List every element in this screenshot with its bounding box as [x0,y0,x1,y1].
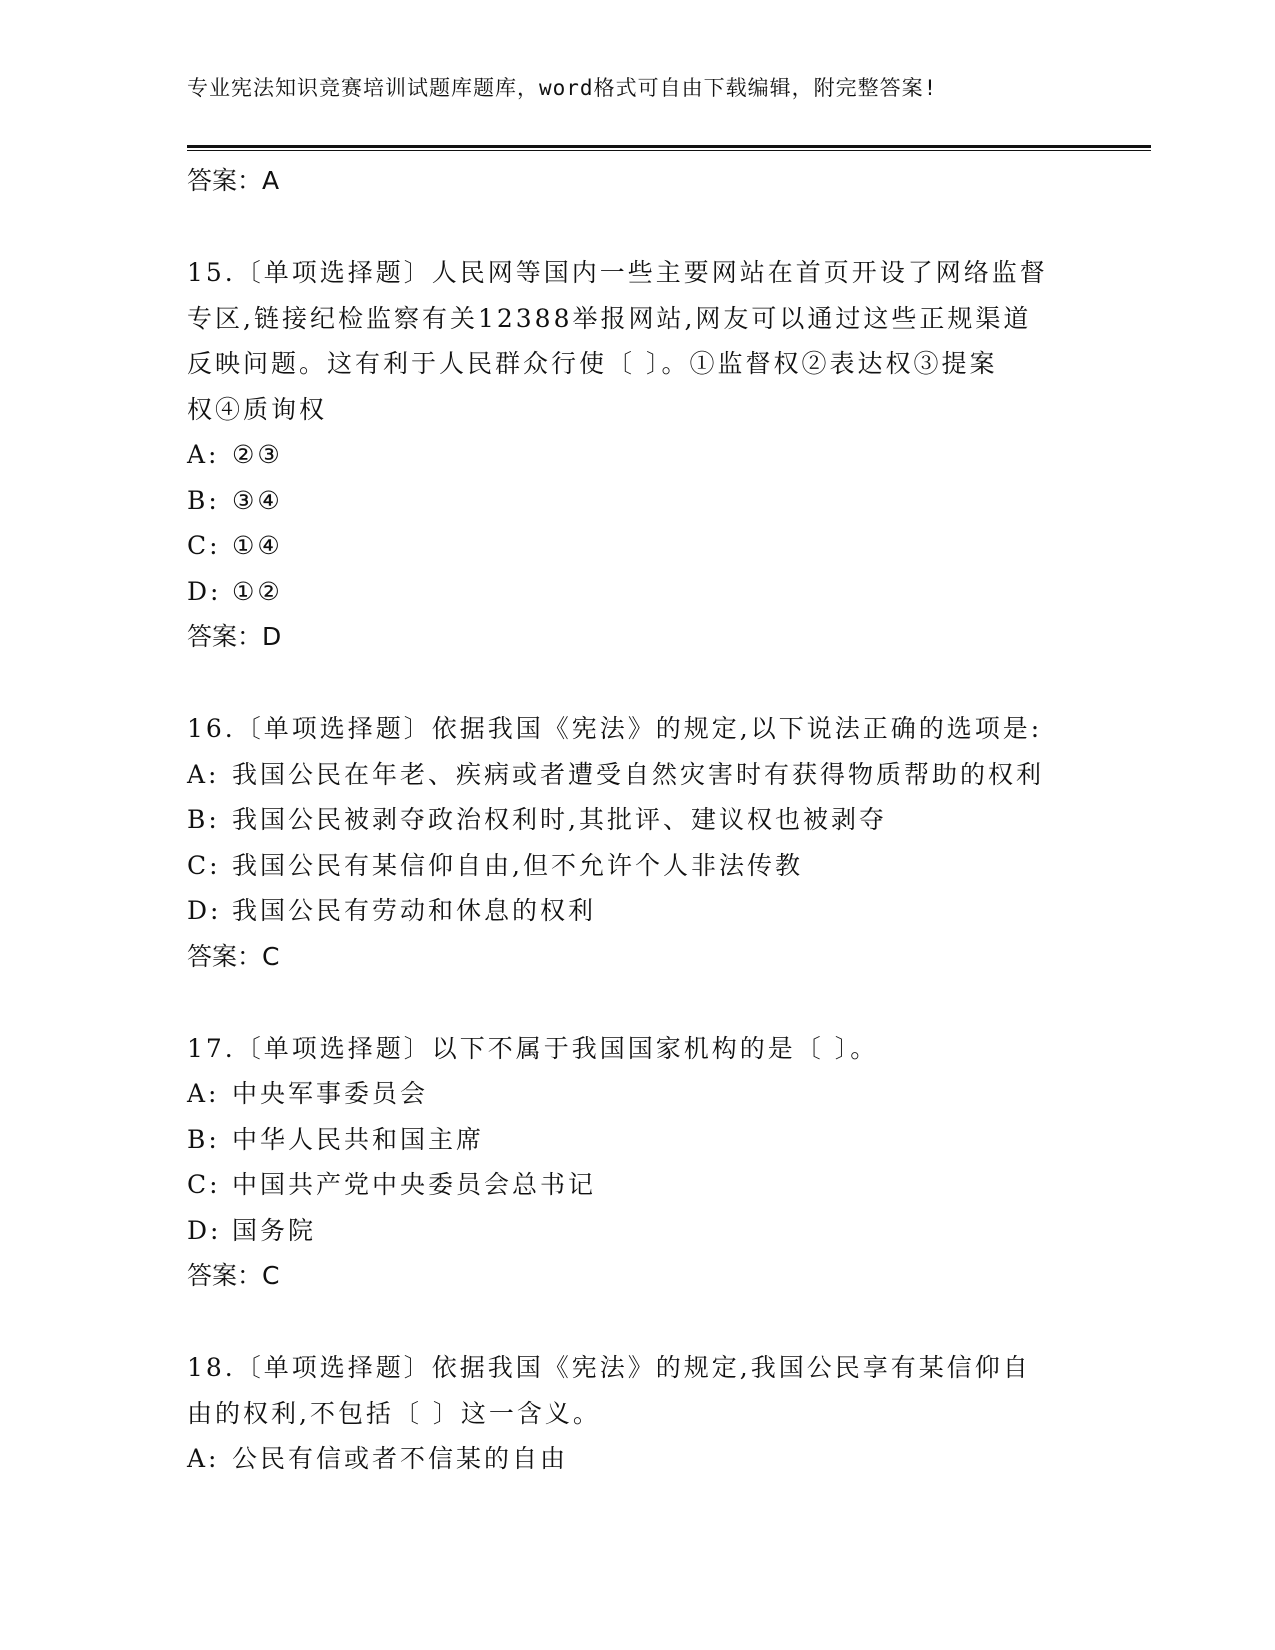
question-18-text-line: 由的权利,不包括〔 〕这一含义。 [187,1398,601,1428]
option-key: A: [187,1444,220,1473]
question-15-text-line: 反映问题。这有利于人民群众行使〔 〕。①监督权②表达权③提案 [187,349,998,378]
option-text: 国务院 [232,1215,317,1245]
option-key: B: [187,485,220,515]
option-key: A: [187,759,220,789]
option-text: 公民有信或者不信某的自由 [232,1444,569,1473]
option-key: A: [187,440,220,469]
question-15-option-d [187,569,1087,615]
option-key: B: [187,805,220,834]
option-text: ②③ [232,440,283,469]
option-text: 中央军事委员会 [232,1079,429,1108]
question-17-option-b [187,1117,1087,1163]
question-15-option-c [187,523,1087,569]
question-16-option-a [187,752,1087,798]
answer-line: 答案：A [187,166,280,195]
header-divider-thin [187,150,1151,151]
question-17-option-d [187,1208,1087,1254]
question-15-option-b [187,478,1087,524]
spacer [187,660,1087,706]
spacer [187,1299,1087,1345]
question-16-option-c [187,843,1087,889]
option-key: D: [187,1215,222,1245]
question-15-answer: 答案：D [187,622,282,651]
option-text: 中国共产党中央委员会总书记 [232,1170,597,1199]
option-text: 我国公民有劳动和休息的权利 [232,896,597,925]
question-16-text-line: 16.〔单项选择题〕依据我国《宪法》的规定,以下说法正确的选项是: [187,714,1043,743]
question-16-option-d [187,888,1087,934]
option-text: 我国公民有某信仰自由,但不允许个人非法传教 [232,850,803,880]
spacer [187,980,1087,1026]
option-key: A: [187,1079,220,1108]
question-15-option-a [187,432,1087,478]
option-text: ③④ [232,485,283,515]
question-17-text-line: 17.〔单项选择题〕以下不属于我国国家机构的是〔 〕。 [187,1033,879,1063]
option-key: D: [187,896,222,925]
question-16-option-b [187,797,1087,843]
question-15-text-line: 专区,链接纪检监察有关12388举报网站,网友可以通过这些正规渠道 [187,303,1032,333]
option-key: D: [187,576,222,606]
option-key: C: [187,850,221,880]
option-text: 我国公民在年老、疾病或者遭受自然灾害时有获得物质帮助的权利 [232,759,1045,789]
option-text: 我国公民被剥夺政治权利时,其批评、建议权也被剥夺 [232,805,887,834]
option-key: C: [187,531,221,560]
option-key: C: [187,1170,221,1199]
spacer [187,204,1087,250]
question-16-answer: 答案：C [187,941,280,971]
question-15-text-line: 权④质询权 [187,394,328,424]
question-17-option-c [187,1162,1087,1208]
option-key: B: [187,1124,220,1154]
question-18-option-a [187,1436,1087,1482]
question-17-answer: 答案：C [187,1261,280,1290]
option-text: ①② [232,576,283,606]
question-17-option-a [187,1071,1087,1117]
question-15-text-line: 15.〔单项选择题〕人民网等国内一些主要网站在首页开设了网络监督 [187,258,1048,287]
document-body [187,158,1087,1482]
option-text: 中华人民共和国主席 [232,1124,485,1154]
question-18-text-line: 18.〔单项选择题〕依据我国《宪法》的规定,我国公民享有某信仰自 [187,1353,1031,1382]
option-text: ①④ [232,531,283,560]
page-header: 专业宪法知识竞赛培训试题库题库，word格式可自由下载编辑，附完整答案! [187,76,938,100]
header-divider-thick [187,145,1151,148]
